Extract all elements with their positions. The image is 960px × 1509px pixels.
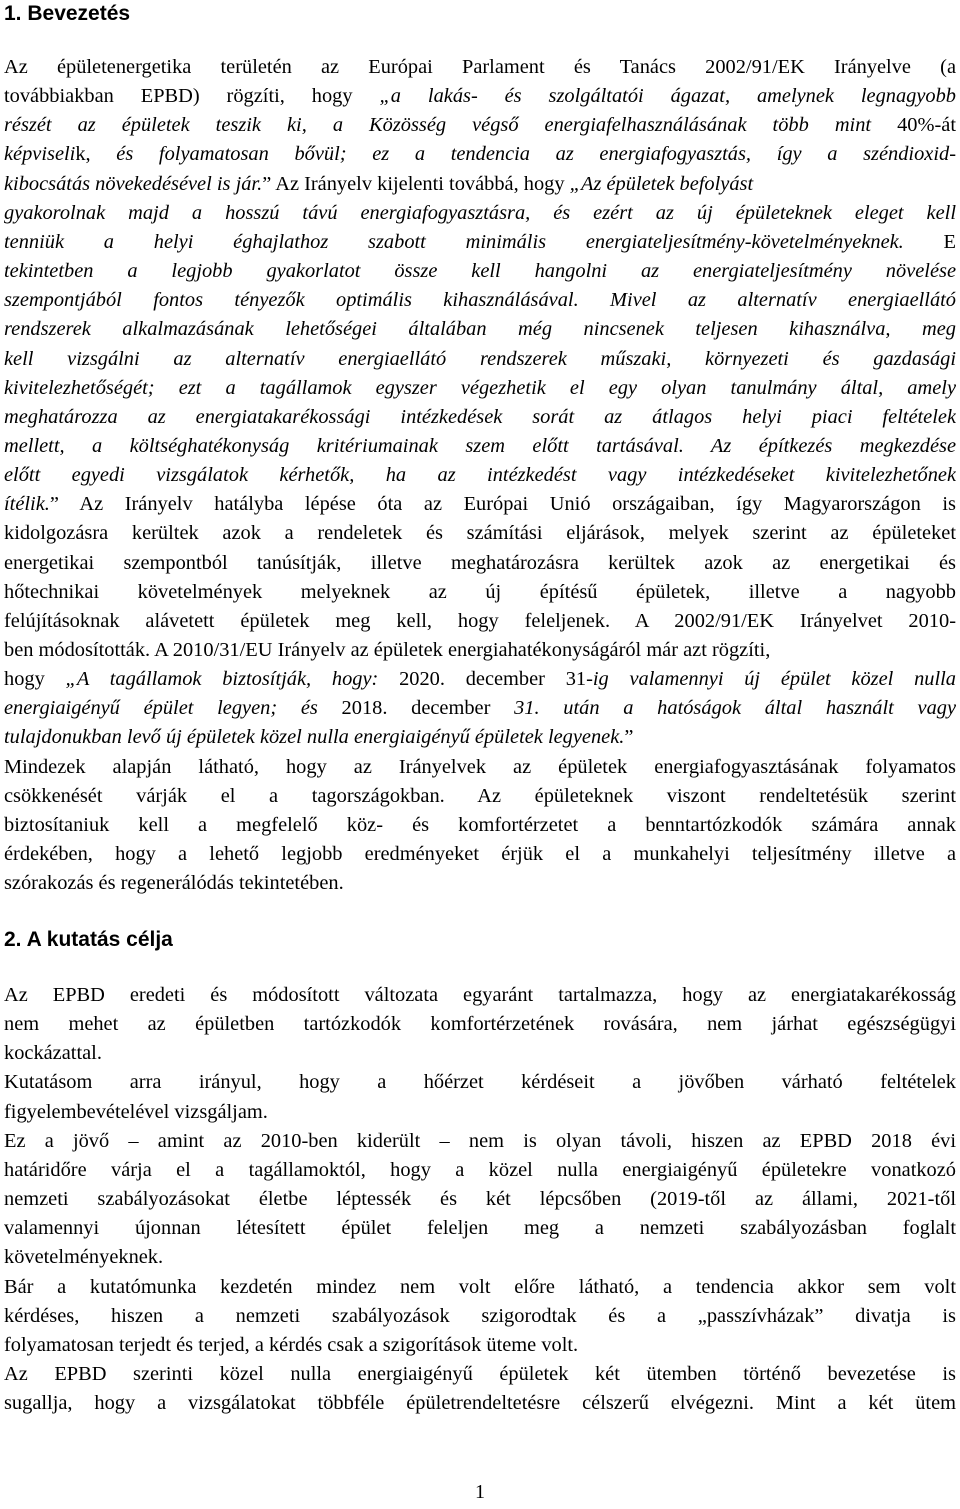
text-line: [4, 315, 956, 344]
text-line: [4, 1127, 956, 1156]
text-line: [4, 665, 956, 694]
text-line: [4, 170, 956, 199]
text-line: [4, 694, 956, 723]
text-line: [4, 199, 956, 228]
text-segment: képviseli: [4, 143, 76, 166]
text-line: [4, 753, 956, 782]
text-segment: kibocsátás növekedésével is jár.: [4, 172, 263, 195]
text-segment: kérdéses, hiszen a nemzeti szabályozások szigorodtak és a „passzívházak” divatja is: [4, 1304, 956, 1327]
text-segment: ben módosították. A 2010/31/EU Irányelv az épületek energiahatékonyságáról már azt rögzíti,: [4, 639, 771, 661]
text-segment: Kutatásom arra irányul, hogy a hőérzet kérdéseit a jövőben várható feltételek: [4, 1071, 956, 1094]
text-line: [4, 1010, 956, 1039]
text-segment: Mindezek alapján látható, hogy az Irányelvek az épületek energiafogyasztásának folyamatos: [4, 755, 956, 778]
text-segment: tenniük a helyi éghajlathoz szabott minimális energiateljesítmény-követelményeknek.: [4, 230, 904, 253]
text-segment: Ez a jövő – amint az 2010-ben kiderült – nem is olyan távoli, hiszen az EPBD 2018 évi: [4, 1129, 956, 1152]
text-segment: folyamatosan terjedt és terjed, a kérdés csak a szigorítások üteme volt.: [4, 1333, 579, 1356]
text-line: [4, 286, 956, 315]
text-line: [4, 1156, 956, 1185]
text-segment: mellett, a költséghatékonyság kritériumainak szem előtt tartásával. Az építkezés megkezdése: [4, 434, 956, 457]
text-segment: csökkenését várják el a tagországokban. Az épületeknek viszont rendeltetésük szerint: [4, 784, 956, 807]
text-segment: valamennyi újonnan létesített épület feleljen meg a nemzeti szabályozásban foglalt: [4, 1217, 956, 1240]
text-line: [4, 981, 956, 1010]
section-2-heading: 2. A kutatás célja: [4, 928, 173, 951]
text-segment: 2020. december 31-: [399, 668, 593, 691]
text-line: [4, 1214, 956, 1243]
text-segment: és folyamatosan bővül; ez a tendencia az energiafogyasztás, így a széndioxid-: [116, 143, 956, 166]
text-segment: hogy: [4, 668, 66, 691]
text-line: [4, 578, 956, 607]
text-line: [4, 1331, 956, 1360]
text-segment: tekintetben a legjobb gyakorlatot össze kell hangolni az energiateljesítmény növelése: [4, 260, 956, 283]
text-segment: előtt egyedi vizsgálatok kérhetők, ha az intézkedést vagy intézkedéseket kivitelezhetőnek: [4, 464, 956, 487]
text-segment: tulajdonukban levő új épületek közel nulla energiaigényű épületek legyenek.: [4, 726, 625, 749]
text-segment: ítélik.: [4, 493, 50, 516]
text-segment: 2018. december: [341, 697, 515, 720]
text-segment: Az EPBD eredeti és módosított változata egyaránt tartalmazza, hogy az energiatakarékosság: [4, 984, 956, 1006]
text-line: [4, 1243, 956, 1272]
text-segment: nem mehet az épületben tartózkodók komfortérzetének rovására, nem járhat egészségügyi: [4, 1013, 956, 1036]
text-segment: kell vizsgálni az alternatív energiaellátó rendszerek műszaki, környezeti és gazdasági: [4, 347, 956, 370]
text-segment: érdekében, hogy a lehető legjobb eredményeket érjük el a munkahelyi teljesítmény illetve a: [4, 843, 956, 866]
text-line: [4, 607, 956, 636]
text-line: [4, 82, 956, 111]
text-line: [4, 782, 956, 811]
text-segment: nemzeti szabályozásokat életbe léptessék és két lépcsőben (2019-től az állami, 2021-től: [4, 1188, 956, 1211]
text-line: [4, 636, 956, 665]
text-segment: energetikai szempontból tanúsítják, illetve meghatározásra kerültek azok az energetikai és: [4, 551, 956, 574]
text-segment: ” Az Irányelv hatályba lépése óta az Európai Unió országaiban, így Magyarországon is: [49, 493, 956, 516]
text-line: [4, 490, 956, 519]
text-segment: hőtechnikai követelmények melyeknek az új építésű épületek, illetve a nagyobb: [4, 580, 956, 603]
text-line: [4, 1302, 956, 1331]
text-line: [4, 228, 956, 257]
text-segment: kockázattal.: [4, 1042, 102, 1065]
text-segment: gyakorolnak majd a hosszú távú energiafogyasztásra, és ezért az új épületeknek eleget kell: [4, 201, 956, 224]
text-line: [4, 1185, 956, 1214]
text-line: [4, 1360, 956, 1389]
text-segment: ” Az Irányelv kijelenti továbbá, hogy: [262, 172, 570, 195]
text-line: [4, 374, 956, 403]
text-segment: 31. után a hatóságok által használt vagy: [514, 697, 956, 720]
section-1-heading: 1. Bevezetés: [4, 2, 131, 25]
text-segment: Mivel az alternatív energiaellátó: [578, 289, 956, 312]
text-line: [4, 432, 956, 461]
text-segment: figyelembevételével vizsgáljam.: [4, 1100, 268, 1123]
text-line: [4, 549, 956, 578]
page-number: 1: [475, 1481, 485, 1503]
text-line: [4, 1098, 956, 1127]
text-line: [4, 345, 956, 374]
text-segment: részét az épületek teszik ki, a Közösség végső energiafelhasználásának több mint: [4, 114, 898, 137]
text-segment: Bár a kutatómunka kezdetén mindez nem volt előre látható, a tendencia akkor sem volt: [4, 1275, 956, 1298]
text-segment: „A tagállamok biztosítják, hogy:: [65, 668, 400, 691]
text-line: [4, 1068, 956, 1097]
text-segment: kidolgozásra kerültek azok a rendeletek és számítási eljárások, melyek szerint az épületeket: [4, 522, 956, 545]
text-segment: energiaigényű épület legyen; és: [4, 697, 342, 720]
text-segment: szempontjából fontos tényezők optimális kihasználásával.: [4, 289, 579, 312]
text-segment: Az EPBD szerinti közel nulla energiaigényű épületek két ütemben történő bevezetése is: [4, 1362, 956, 1385]
text-line: [4, 811, 956, 840]
text-segment: rendszerek alkalmazásának lehetőségei általában még nincsenek teljesen kihasználva, meg: [4, 318, 956, 341]
text-segment: felújításoknak alávetett épületek meg kell, hogy feleljenek. A 2002/91/EK Irányelvet 2010-: [4, 609, 956, 632]
text-line: [4, 1389, 956, 1418]
text-line: [4, 519, 956, 548]
text-segment: „Az épületek befolyást: [569, 172, 754, 195]
text-line: [4, 257, 956, 286]
text-segment: ”: [624, 726, 634, 749]
text-segment: kivitelezhetőségét; ezt a tagállamok egyszer végezhetik el egy olyan tanulmány által, amely: [4, 376, 956, 399]
text-segment: „a lakás- és szolgáltatói ágazat, amelynek legnagyobb: [379, 85, 956, 108]
text-segment: 40%-át: [897, 114, 956, 137]
text-segment: szórakozás és regenerálódás tekintetében.: [4, 872, 344, 895]
text-line: [4, 723, 956, 752]
text-segment: biztosítaniuk kell a megfelelő köz- és komfortérzetet a benntartózkodók számára annak: [4, 813, 956, 836]
text-line: [4, 1039, 956, 1068]
text-segment: határidőre várja el a tagállamoktól, hogy a közel nulla energiaigényű épületekre vonatkozó: [4, 1158, 956, 1181]
text-segment: sugallja, hogy a vizsgálatokat többféle épületrendeltetésre célszerű elvégezni. Mint a két ütem: [4, 1392, 956, 1415]
text-line: [4, 1273, 956, 1302]
text-line: [4, 53, 956, 82]
text-segment: ig valamennyi új épület közel nulla: [592, 668, 956, 691]
text-segment: E: [903, 230, 956, 253]
text-segment: Az épületenergetika területén az Európai Parlament és Tanács 2002/91/EK Irányelve (a: [4, 56, 956, 78]
text-segment: követelményeknek.: [4, 1246, 164, 1269]
text-line: [4, 461, 956, 490]
text-segment: meghatározza az energiatakarékossági intézkedések sorát az átlagos helyi piaci feltételek: [4, 405, 956, 428]
text-line: [4, 840, 956, 869]
text-segment: továbbiakban EPBD) rögzíti, hogy: [4, 85, 380, 108]
text-line: [4, 140, 956, 169]
text-line: [4, 403, 956, 432]
text-line: [4, 869, 956, 898]
text-segment: k,: [75, 143, 117, 166]
text-line: [4, 111, 956, 140]
